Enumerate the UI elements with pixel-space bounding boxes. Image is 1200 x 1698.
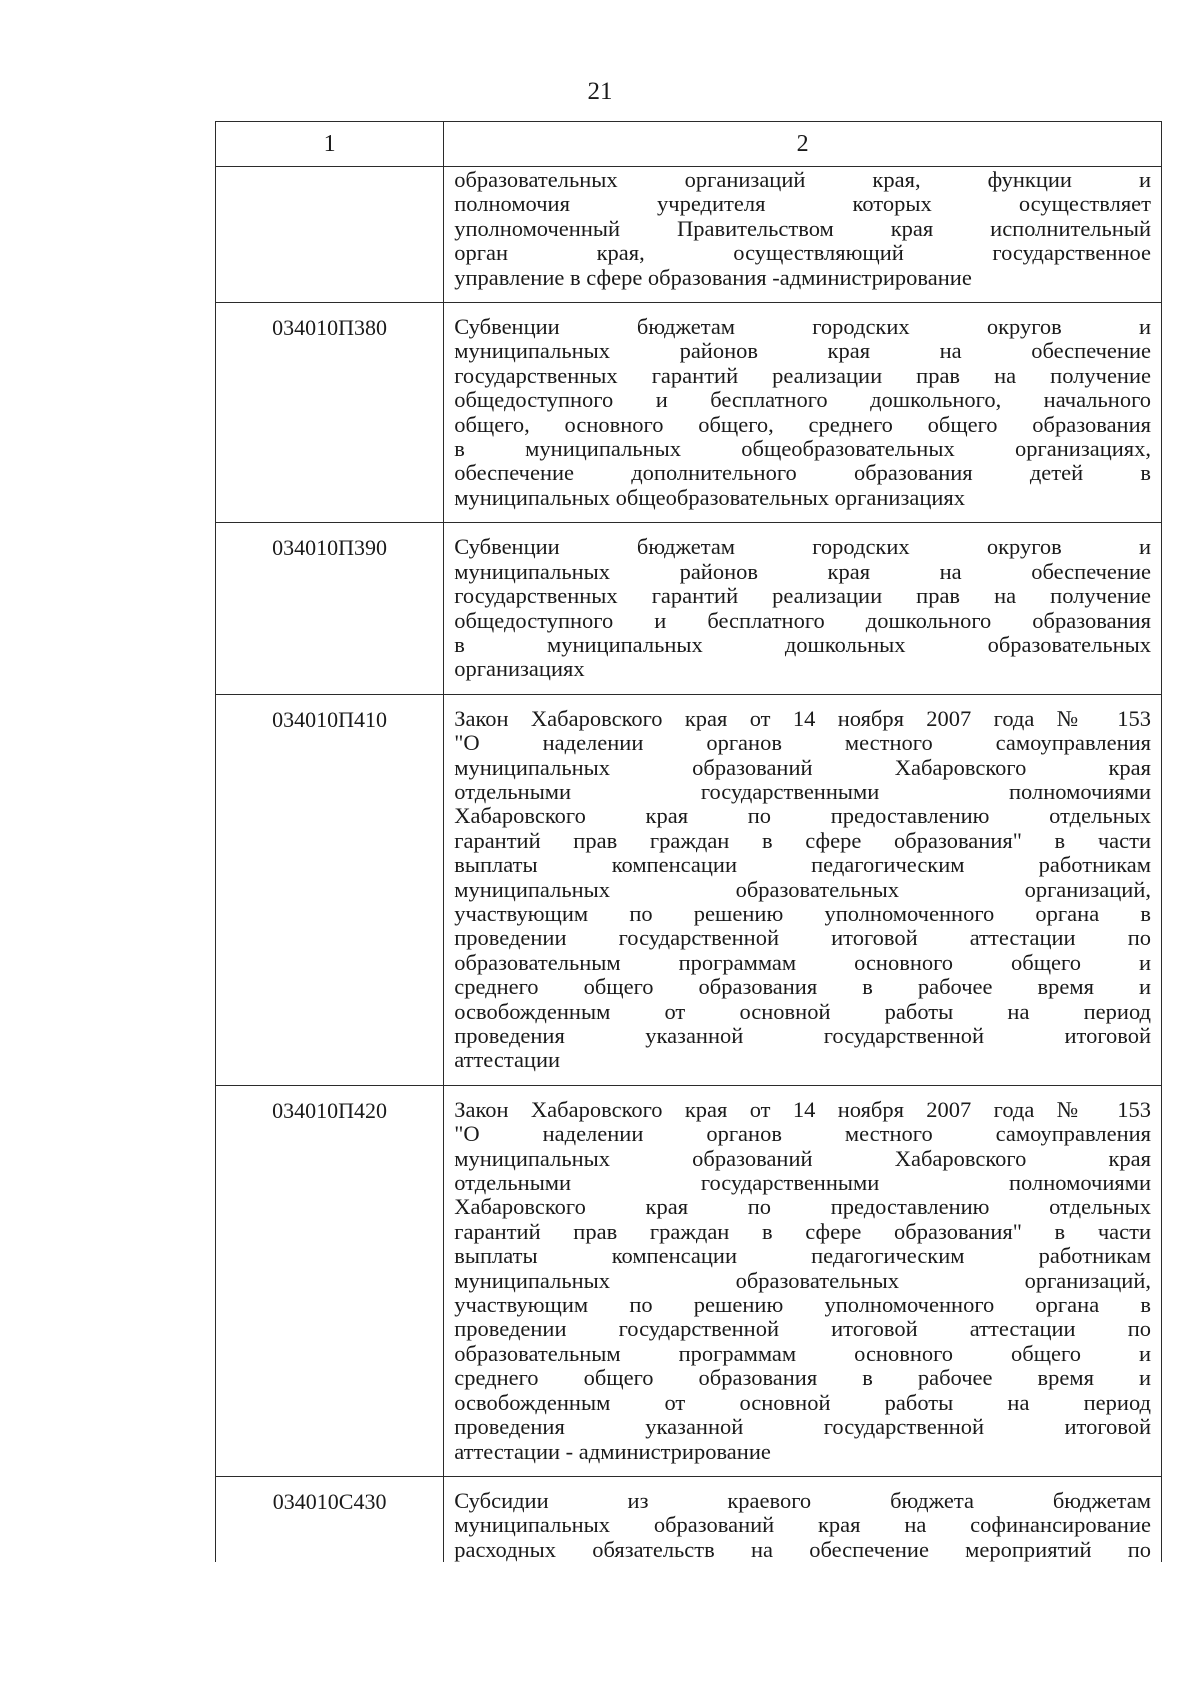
table-row <box>216 303 1162 523</box>
description-line: полномочия учредителя которых осуществляет <box>454 191 1151 217</box>
description-line: муниципальных районов края на обеспечение <box>454 338 1151 364</box>
description-line: муниципальных образовательных организаций, <box>454 876 1151 902</box>
page-number: 21 <box>587 78 613 105</box>
table-row <box>216 1476 1162 1562</box>
table-body <box>216 167 1162 1563</box>
description-line: среднего общего образования в рабочее время и <box>454 974 1151 1000</box>
budget-code-cell: 034010П380 <box>216 303 444 523</box>
budget-code-table <box>215 121 1162 1562</box>
description-line: государственных гарантий реализации прав на получение <box>454 583 1151 609</box>
description-line: участвующим по решению уполномоченного органа в <box>454 1292 1151 1318</box>
description-line: организациях <box>454 656 585 682</box>
description-line: орган края, осуществляющий государственное <box>454 240 1151 266</box>
table-row <box>216 167 1162 303</box>
description-cell <box>444 1085 1162 1476</box>
description-line: проведения указанной государственной итоговой <box>454 1023 1151 1048</box>
description-line: проведения указанной государственной итоговой <box>454 1414 1151 1440</box>
description-line: выплаты компенсации педагогическим работникам <box>454 852 1151 878</box>
description-cell <box>444 167 1162 303</box>
description-line: проведении государственной итоговой аттестации по <box>454 1316 1151 1342</box>
description-line: в муниципальных дошкольных образовательных <box>454 631 1151 657</box>
budget-code-cell: 034010П390 <box>216 523 444 694</box>
table-row <box>216 523 1162 694</box>
budget-code-cell: 034010С430 <box>216 1476 444 1562</box>
description-line: аттестации - администрирование <box>454 1438 771 1464</box>
description-line: муниципальных общеобразовательных организациях <box>454 484 966 510</box>
description-line: освобожденным от основной работы на период <box>454 998 1151 1024</box>
description-line: уполномоченный Правительством края исполнительный <box>454 215 1151 241</box>
description-line: Закон Хабаровского края от 14 ноября 2007 года № 153 <box>454 705 1151 731</box>
description-line: выплаты компенсации педагогическим работникам <box>454 1243 1151 1269</box>
description-cell <box>444 523 1162 694</box>
description-line: образовательным программам основного общего и <box>454 949 1151 975</box>
description-cell <box>444 303 1162 523</box>
description-line: освобожденным от основной работы на период <box>454 1389 1151 1415</box>
description-line: расходных обязательств на обеспечение мероприятий по <box>454 1536 1151 1562</box>
description-line: гарантий прав граждан в сфере образования" в части <box>454 1218 1151 1244</box>
description-line: Хабаровского края по предоставлению отдельных <box>454 1194 1151 1220</box>
description-line: управление в сфере образования -администрирование <box>454 264 972 290</box>
description-line: муниципальных районов края на обеспечение <box>454 558 1151 584</box>
table-row <box>216 694 1162 1085</box>
column-header-description: 2 <box>444 122 1162 167</box>
description-cell <box>444 1476 1162 1562</box>
description-line: государственных гарантий реализации прав на получение <box>454 362 1151 388</box>
description-line: муниципальных образований края на софинансирование <box>454 1512 1151 1538</box>
description-line: "О наделении органов местного самоуправления <box>454 1121 1151 1147</box>
description-line: Хабаровского края по предоставлению отдельных <box>454 803 1151 829</box>
description-line: обеспечение дополнительного образования детей в <box>454 460 1151 486</box>
description-line: аттестации <box>454 1047 561 1073</box>
description-line: общедоступного и бесплатного дошкольного образования <box>454 607 1151 633</box>
description-line: Субвенции бюджетам городских округов и <box>454 314 1151 340</box>
description-line: в муниципальных общеобразовательных организациях, <box>454 436 1151 462</box>
table-header-row <box>216 122 1162 167</box>
description-line: общего, основного общего, среднего общего образования <box>454 411 1151 437</box>
description-line: общедоступного и бесплатного дошкольного, начального <box>454 387 1151 413</box>
description-line: Закон Хабаровского края от 14 ноября 2007 года № 153 <box>454 1096 1151 1122</box>
description-line: среднего общего образования в рабочее время и <box>454 1365 1151 1391</box>
description-line: образовательных организаций края, функции и <box>454 167 1151 192</box>
budget-code-cell: 034010П410 <box>216 694 444 1085</box>
description-line: муниципальных образований Хабаровского края <box>454 1145 1151 1171</box>
description-line: муниципальных образований Хабаровского края <box>454 754 1151 780</box>
description-line: образовательным программам основного общего и <box>454 1340 1151 1366</box>
description-cell <box>444 694 1162 1085</box>
description-line: отдельными государственными полномочиями <box>454 778 1151 804</box>
budget-code-cell <box>216 167 444 303</box>
description-line: Субвенции бюджетам городских округов и <box>454 534 1151 560</box>
description-line: Субсидии из краевого бюджета бюджетам <box>454 1487 1151 1513</box>
table-row <box>216 1085 1162 1476</box>
budget-code-cell: 034010П420 <box>216 1085 444 1476</box>
description-line: отдельными государственными полномочиями <box>454 1170 1151 1196</box>
description-line: участвующим по решению уполномоченного органа в <box>454 900 1151 926</box>
description-line: "О наделении органов местного самоуправления <box>454 730 1151 756</box>
description-line: проведении государственной итоговой аттестации по <box>454 925 1151 951</box>
description-line: гарантий прав граждан в сфере образования" в части <box>454 827 1151 853</box>
column-header-code: 1 <box>216 122 444 167</box>
description-line: муниципальных образовательных организаций, <box>454 1267 1151 1293</box>
